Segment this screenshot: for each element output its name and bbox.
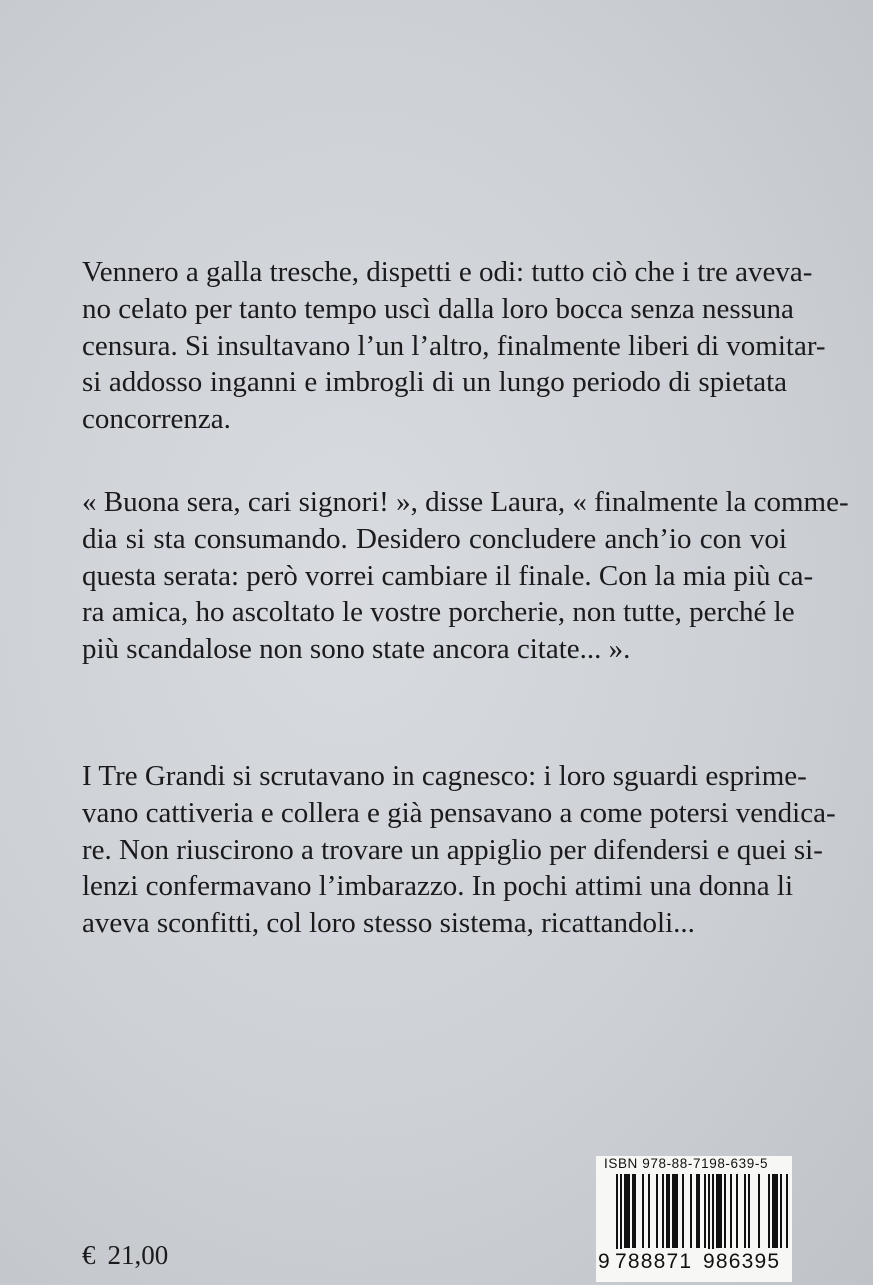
barcode-bar	[772, 1174, 774, 1248]
barcode-bar	[736, 1174, 738, 1248]
text-line: « Buona sera, cari signori! », disse Laura, « finalmente la comme-	[82, 486, 849, 518]
text-line: lenzi confermavano l’imbarazzo. In pochi attimi una donna li	[82, 870, 794, 903]
text-line: questa serata: però vorrei cambiare il finale. Con la mia più ca-	[82, 559, 814, 592]
barcode-bar	[768, 1174, 770, 1248]
text-line: re. Non riuscirono a trovare un appiglio per difendersi e quei si-	[82, 833, 823, 866]
barcode-bar	[774, 1174, 776, 1248]
text-line: censura. Si insultavano l’un l’altro, finalmente liberi di vomitar-	[82, 329, 826, 362]
text-line: ra amica, ho ascoltato le vostre porcherie, non tutte, perché le	[82, 596, 795, 629]
text-line: I Tre Grandi si scrutavano in cagnesco: i loro sguardi esprime-	[82, 760, 807, 792]
barcode-bar	[718, 1174, 720, 1248]
barcode-bar	[642, 1174, 644, 1248]
blurb-paragraph-1	[82, 254, 826, 438]
barcode-bar	[704, 1174, 706, 1248]
barcode-bar	[616, 1174, 618, 1256]
barcode-bar	[674, 1174, 676, 1248]
barcode-digits-right: 986395	[703, 1250, 781, 1273]
barcode-bar	[730, 1174, 732, 1248]
blurb-paragraph-3	[82, 758, 836, 942]
barcode-bar	[668, 1174, 670, 1248]
text-line: dia si sta consumando. Desidero concludere anch’io con voi	[82, 522, 787, 555]
barcode-bar	[786, 1174, 788, 1248]
barcode-bar	[758, 1174, 760, 1248]
text-line: vano cattiveria e collera e già pensavano a come potersi vendica-	[82, 796, 836, 829]
barcode-bar	[632, 1174, 634, 1248]
barcode-bar	[712, 1174, 714, 1256]
barcode-bar	[690, 1174, 692, 1248]
barcode-bar	[748, 1174, 750, 1248]
text-line: più scandalose non sono state ancora citate... ».	[82, 633, 631, 666]
barcode-digits-left: 788871	[615, 1250, 693, 1273]
barcode-bar	[776, 1174, 778, 1248]
text-line: Vennero a galla tresche, dispetti e odi: tutto ciò che i tre aveva-	[82, 256, 813, 288]
text-line: aveva sconfitti, col loro stesso sistema, ricattandoli...	[82, 907, 695, 940]
barcode-bar	[626, 1174, 628, 1248]
barcode-bar	[648, 1174, 650, 1248]
barcode-bar	[696, 1174, 698, 1248]
barcode-digit-first: 9	[598, 1250, 610, 1273]
barcode-bar	[744, 1174, 746, 1248]
barcode-bar	[656, 1174, 658, 1248]
text-line: si addosso inganni e imbrogli di un lungo periodo di spietata	[82, 366, 787, 399]
barcode-bar	[672, 1174, 674, 1248]
barcode-bar	[628, 1174, 630, 1248]
barcode-bar	[780, 1174, 782, 1248]
currency-symbol: €	[82, 1240, 96, 1270]
barcode-bar	[666, 1174, 668, 1248]
barcode-bar	[662, 1174, 664, 1248]
barcode-bar	[682, 1174, 684, 1248]
price-amount: 21,00	[107, 1240, 169, 1270]
barcode-bar	[698, 1174, 700, 1248]
blurb-paragraph-2	[82, 484, 849, 668]
barcode-bar	[620, 1174, 622, 1256]
barcode	[596, 1174, 792, 1256]
text-line: no celato per tanto tempo uscì dalla loro bocca senza nessuna	[82, 292, 794, 325]
barcode-bar	[724, 1174, 726, 1248]
barcode-bar	[676, 1174, 678, 1248]
barcode-bar	[624, 1174, 626, 1248]
text-line: concorrenza.	[82, 403, 231, 436]
barcode-bar	[708, 1174, 710, 1256]
barcode-bar	[634, 1174, 636, 1248]
barcode-bar	[716, 1174, 718, 1248]
isbn-label: ISBN 978-88-7198-639-5	[604, 1156, 769, 1171]
barcode-bar	[720, 1174, 722, 1248]
price-label	[82, 1240, 168, 1270]
